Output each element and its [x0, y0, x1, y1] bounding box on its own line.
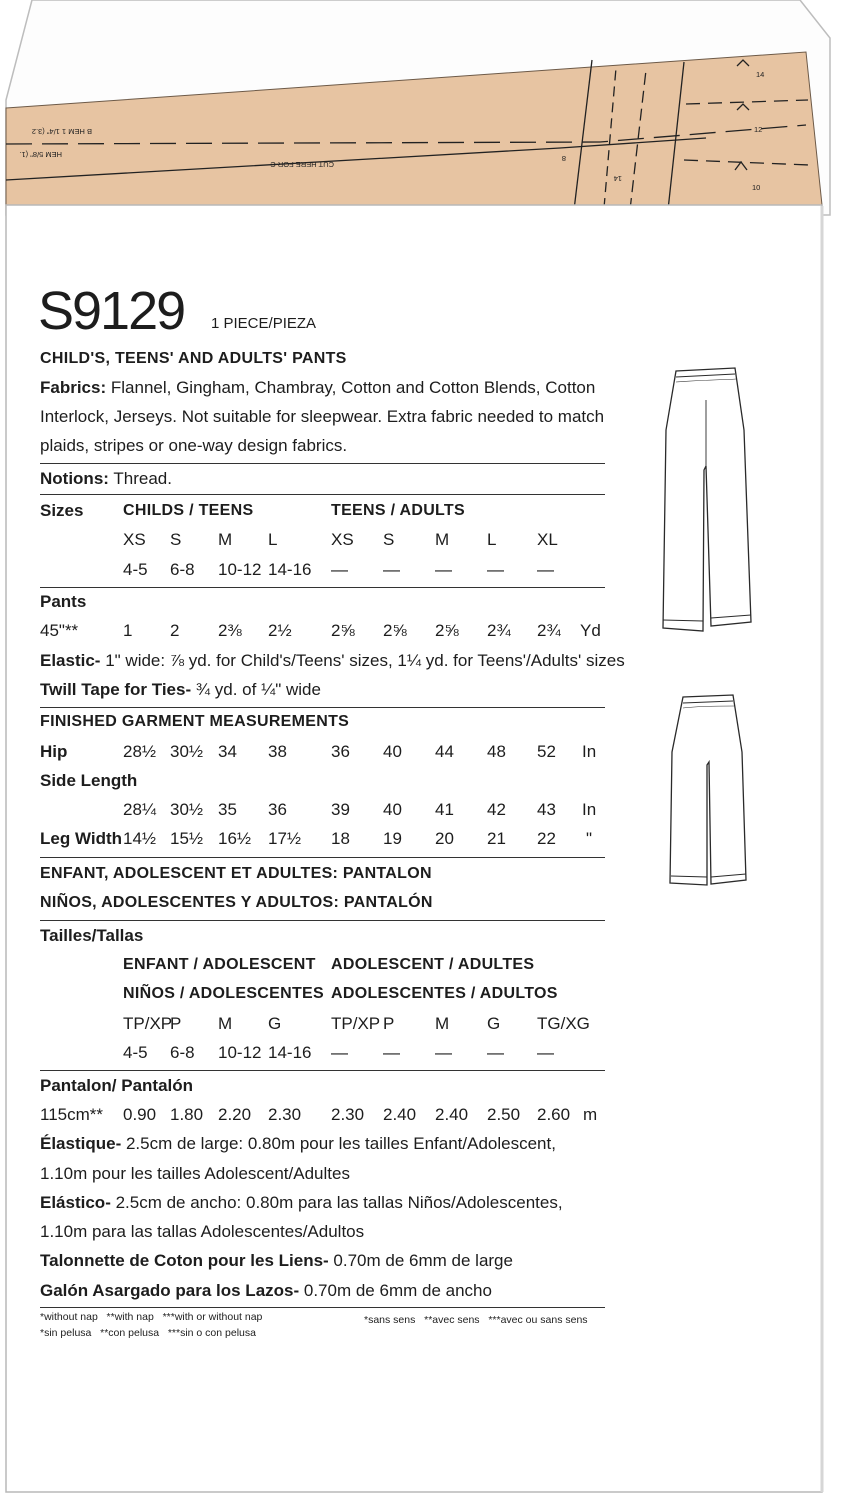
table-cell: 21: [487, 829, 506, 848]
divider: [40, 494, 605, 495]
table-cell: —: [331, 560, 348, 579]
table-cell: 10-12: [218, 1043, 262, 1062]
table-cell: G: [268, 1014, 282, 1033]
pants-label: Pants: [40, 592, 87, 611]
twill-text: ¾ yd. of ¼" wide: [191, 680, 321, 699]
table-cell: XS: [123, 530, 146, 549]
footnote-english: *without nap **with nap ***with or without nap: [40, 1311, 263, 1323]
elastic-line: [40, 651, 625, 671]
divider: [40, 463, 605, 464]
table-cell: 28¼: [123, 800, 157, 819]
elastique-text: 2.5cm de large: 0.80m pour les tailles Enfant/Adolescent,: [121, 1134, 556, 1153]
table-cell: 48: [487, 742, 506, 761]
table-cell: 20: [435, 829, 454, 848]
pattern-label-12: 12: [754, 125, 763, 134]
fabrics-label: Fabrics:: [40, 378, 107, 397]
elastic-text: 1" wide: ⅞ yd. for Child's/Teens' sizes, 1¼ yd. for Teens'/Adults' sizes: [100, 651, 625, 670]
table-cell: 30½: [170, 742, 204, 761]
hip-label: Hip: [40, 742, 68, 761]
table-cell: 28½: [123, 742, 157, 761]
pattern-title: CHILD'S, TEENS' AND ADULTS' PANTS: [40, 350, 347, 367]
table-cell: XL: [537, 530, 558, 549]
divider: [40, 1307, 605, 1308]
table-cell: 6-8: [170, 560, 195, 579]
table-cell: 0.90: [123, 1105, 157, 1124]
table-cell: XS: [331, 530, 354, 549]
leg-width-label: Leg Width: [40, 829, 122, 848]
table-cell: 19: [383, 829, 402, 848]
table-cell: 43: [537, 800, 556, 819]
table-cell: 18: [331, 829, 350, 848]
size-group-ninos: NIÑOS / ADOLESCENTES: [123, 985, 324, 1002]
size-group-adolescentes: ADOLESCENTES / ADULTOS: [331, 985, 558, 1002]
table-cell: 16½: [218, 829, 252, 848]
tailles-label: Tailles/Tallas: [40, 926, 144, 945]
table-cell: 2⅝: [383, 621, 407, 640]
size-group-adolescent: ADOLESCENT / ADULTES: [331, 956, 535, 973]
table-cell: 17½: [268, 829, 302, 848]
table-cell: M: [218, 1014, 233, 1033]
table-cell: 41: [435, 800, 454, 819]
talonnette-line: [40, 1251, 513, 1271]
divider: [40, 707, 605, 708]
table-cell: 35: [218, 800, 237, 819]
table-cell: 15½: [170, 829, 204, 848]
size-group-childs-teens: CHILDS / TEENS: [123, 502, 254, 519]
table-cell: M: [218, 530, 233, 549]
elastico-text: 2.5cm de ancho: 0.80m para las tallas Niños/Adolescentes,: [110, 1193, 563, 1212]
fabrics-line-1: [40, 378, 595, 398]
table-cell: S: [170, 530, 182, 549]
twill-line: [40, 680, 321, 700]
table-cell: —: [435, 560, 452, 579]
table-cell: 40: [383, 800, 402, 819]
twill-label: Twill Tape for Ties-: [40, 680, 192, 699]
table-cell: —: [383, 560, 400, 579]
table-cell: M: [435, 530, 450, 549]
title-spanish: NIÑOS, ADOLESCENTES Y ADULTOS: PANTALÓN: [40, 894, 433, 911]
table-cell: 2⅝: [331, 621, 355, 640]
table-cell: 2.30: [268, 1105, 302, 1124]
table-cell: 10-12: [218, 560, 262, 579]
fabrics-line-3: plaids, stripes or one-way design fabrics.: [40, 436, 348, 455]
pattern-label-10: 10: [752, 183, 761, 192]
table-cell: TP/XP: [123, 1014, 173, 1033]
footnote-french: *sans sens **avec sens ***avec ou sans sens: [364, 1314, 588, 1326]
hip-unit: In: [582, 742, 597, 761]
piece-count: 1 PIECE/PIEZA: [211, 315, 317, 332]
table-cell: 42: [487, 800, 506, 819]
notions-label: Notions:: [40, 469, 109, 488]
pattern-number: S9129: [38, 281, 185, 341]
table-cell: —: [537, 560, 554, 579]
table-cell: 2.40: [383, 1105, 417, 1124]
pattern-label-hem-b: B HEM 1 1/4" (3.2: [31, 127, 92, 136]
table-cell: 14-16: [268, 560, 312, 579]
table-cell: —: [435, 1043, 452, 1062]
notions-value: Thread.: [113, 469, 172, 488]
table-cell: 52: [537, 742, 556, 761]
elastic-label: Elastic-: [40, 651, 101, 670]
table-cell: 4-5: [123, 1043, 148, 1062]
table-cell: 30½: [170, 800, 204, 819]
side-length-unit: In: [582, 800, 597, 819]
table-cell: 2: [170, 621, 180, 640]
elastico-label: Elástico-: [40, 1193, 111, 1212]
galon-line: [40, 1281, 492, 1301]
sizes-label: Sizes: [40, 501, 84, 520]
finished-title: FINISHED GARMENT MEASUREMENTS: [40, 713, 350, 730]
elastique-line-1: [40, 1134, 556, 1154]
size-group-enfant: ENFANT / ADOLESCENT: [123, 956, 316, 973]
table-cell: 14-16: [268, 1043, 312, 1062]
table-cell: 22: [537, 829, 556, 848]
table-cell: 4-5: [123, 560, 148, 579]
table-cell: —: [537, 1043, 554, 1062]
elastique-line-2: 1.10m pour les tailles Adolescent/Adultes: [40, 1164, 350, 1183]
table-cell: 36: [331, 742, 350, 761]
size-group-teens-adults: TEENS / ADULTS: [331, 502, 465, 519]
table-cell: 2.30: [331, 1105, 365, 1124]
table-cell: 2¾: [487, 621, 511, 640]
notions-line: [40, 469, 172, 489]
table-cell: M: [435, 1014, 450, 1033]
table-cell: —: [487, 1043, 504, 1062]
pattern-label-14b: 14: [756, 70, 765, 79]
divider: [40, 1070, 605, 1071]
footnote-spanish: *sin pelusa **con pelusa ***sin o con pelusa: [40, 1327, 256, 1339]
table-cell: 2⅜: [218, 621, 242, 640]
table-cell: 2.40: [435, 1105, 469, 1124]
table-cell: 14½: [123, 829, 157, 848]
pattern-label-14a: 14: [613, 174, 622, 183]
elastico-line-1: [40, 1193, 563, 1213]
title-french: ENFANT, ADOLESCENT ET ADULTES: PANTALON: [40, 865, 432, 882]
table-cell: 2⅝: [435, 621, 459, 640]
side-length-label: Side Length: [40, 771, 138, 790]
table-cell: P: [170, 1014, 182, 1033]
table-cell: 2.50: [487, 1105, 521, 1124]
table-cell: 44: [435, 742, 454, 761]
table-cell: 38: [268, 742, 287, 761]
table-cell: —: [383, 1043, 400, 1062]
pants-fabric-width: 45"**: [40, 621, 79, 640]
table-cell: G: [487, 1014, 501, 1033]
table-cell: TP/XP: [331, 1014, 381, 1033]
elastico-line-2: 1.10m para las tallas Adolescentes/Adultos: [40, 1222, 365, 1241]
pattern-label-8: 8: [561, 154, 566, 163]
leg-width-unit: ": [586, 829, 593, 848]
pantalon-label: Pantalon/ Pantalón: [40, 1076, 194, 1095]
galon-text: 0.70m de 6mm de ancho: [299, 1281, 492, 1300]
table-cell: —: [487, 560, 504, 579]
divider: [40, 920, 605, 921]
talonnette-text: 0.70m de 6mm de large: [328, 1251, 513, 1270]
table-cell: 1: [123, 621, 133, 640]
divider: [40, 587, 605, 588]
elastique-label: Élastique-: [40, 1134, 122, 1153]
pantalon-fabric-width: 115cm**: [40, 1105, 103, 1124]
table-cell: —: [331, 1043, 348, 1062]
talonnette-label: Talonnette de Coton pour les Liens-: [40, 1251, 329, 1270]
table-cell: 6-8: [170, 1043, 195, 1062]
table-cell: 2.60: [537, 1105, 571, 1124]
fabrics-line-2: Interlock, Jerseys. Not suitable for sleepwear. Extra fabric needed to match: [40, 407, 605, 426]
table-cell: 36: [268, 800, 287, 819]
fabrics-text-1: Flannel, Gingham, Chambray, Cotton and Cotton Blends, Cotton: [110, 378, 596, 397]
pattern-label-hem: HEM 5/8" (1.: [19, 150, 62, 159]
table-cell: L: [268, 530, 278, 549]
table-cell: 39: [331, 800, 350, 819]
divider: [40, 857, 605, 858]
table-cell: 2¾: [537, 621, 561, 640]
table-cell: P: [383, 1014, 395, 1033]
table-cell: L: [487, 530, 497, 549]
pattern-label-cut: CUT HERE FOR C: [270, 160, 334, 169]
pants-unit: Yd: [580, 621, 601, 640]
table-cell: S: [383, 530, 395, 549]
table-cell: 2.20: [218, 1105, 252, 1124]
pantalon-unit: m: [583, 1105, 598, 1124]
galon-label: Galón Asargado para los Lazos-: [40, 1281, 300, 1300]
table-cell: 2½: [268, 621, 292, 640]
table-cell: TG/XG: [537, 1014, 590, 1033]
table-cell: 40: [383, 742, 402, 761]
table-cell: 34: [218, 742, 237, 761]
table-cell: 1.80: [170, 1105, 204, 1124]
